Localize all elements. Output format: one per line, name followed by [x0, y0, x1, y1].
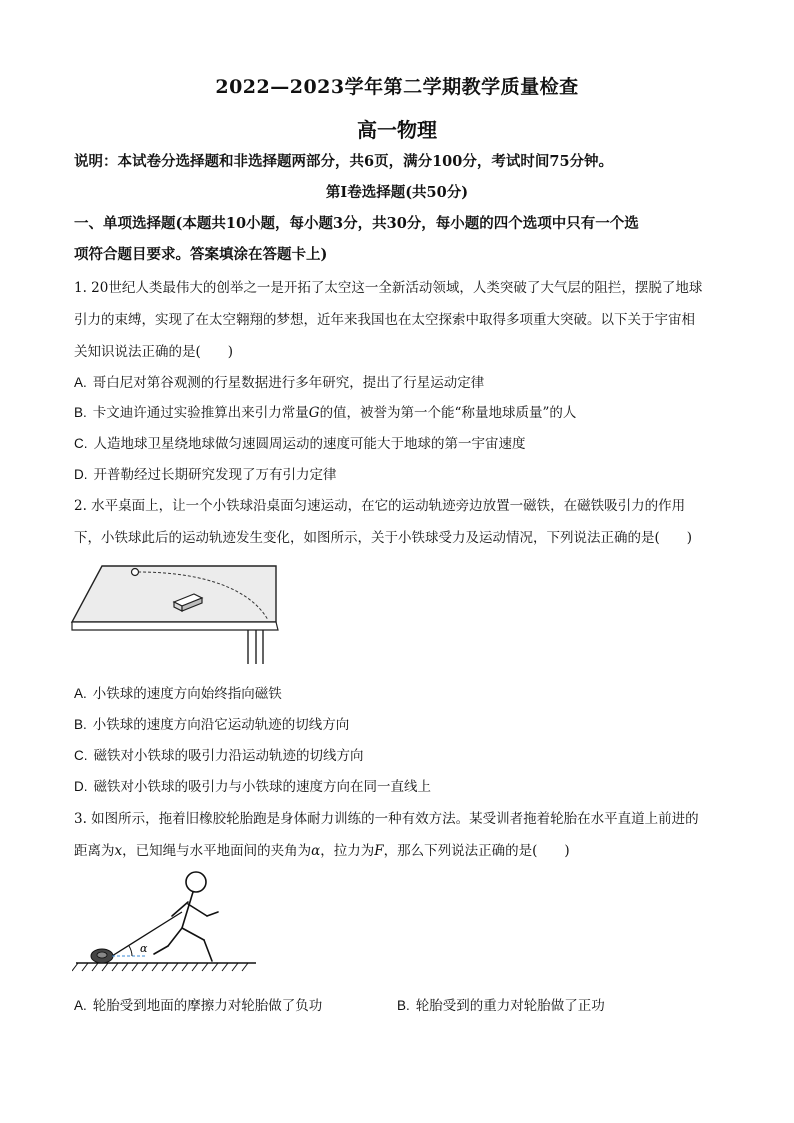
q1-option-c[interactable]: [74, 432, 526, 452]
option-text: 小铁球的速度方向沿它运动轨迹的切线方向: [92, 717, 350, 733]
q2-option-d[interactable]: [74, 775, 431, 795]
option-key: B.: [397, 998, 410, 1013]
stem-text: 距离为: [74, 843, 115, 859]
subject-title: 高一物理: [357, 118, 437, 142]
option-text: 轮胎受到地面的摩擦力对轮胎做了负功: [92, 998, 323, 1014]
option-key: A.: [74, 686, 87, 701]
stem-variable: F: [374, 843, 384, 859]
q1-option-b[interactable]: [74, 401, 576, 421]
q2-option-a[interactable]: [74, 682, 282, 702]
q1-option-a[interactable]: [74, 371, 484, 391]
option-key: A.: [74, 375, 87, 390]
q3-stem-line1: 3. 如图所示，拖着旧橡胶轮胎跑是身体耐力训练的一种有效方法。某受训者拖着轮胎在水平直道上前进的: [74, 811, 699, 827]
option-key: D.: [74, 779, 88, 794]
option-key: D.: [74, 467, 88, 482]
stem-variable: α: [311, 843, 321, 859]
exam-title: 2022—2023学年第二学期教学质量检查: [215, 76, 579, 98]
part-heading-line2: 项符合题目要求。答案填涂在答题卡上): [74, 246, 328, 263]
tire-icon: [91, 949, 113, 963]
runner-icon: [154, 872, 218, 961]
q3-stem-line2: [74, 839, 734, 859]
option-key: C.: [74, 748, 88, 763]
angle-arc: [129, 946, 132, 956]
option-text: 哥白尼对第谷观测的行星数据进行多年研究，提出了行星运动定律: [92, 375, 485, 391]
q2-stem-line2: 下，小铁球此后的运动轨迹发生变化，如图所示，关于小铁球受力及运动情况，下列说法正确的是( ): [74, 530, 693, 546]
option-key: B.: [74, 405, 87, 420]
q2-stem-line1: 2. 水平桌面上，让一个小铁球沿桌面匀速运动，在它的运动轨迹旁边放置一磁铁，在磁铁吸引力的作用: [74, 498, 686, 514]
angle-label: α: [140, 942, 148, 955]
stem-text: ，已知绳与水平地面间的夹角为: [122, 843, 312, 859]
option-text: 磁铁对小铁球的吸引力沿运动轨迹的切线方向: [93, 748, 364, 764]
section-heading: 第Ⅰ卷选择题(共50分): [325, 184, 469, 201]
option-text: 卡文迪许通过实验推算出来引力常量: [92, 405, 309, 421]
option-key: C.: [74, 436, 88, 451]
q2-option-b[interactable]: [74, 713, 349, 733]
stem-text: ，拉力为: [320, 843, 375, 859]
iron-ball-icon: [132, 569, 139, 576]
q1-option-d[interactable]: [74, 463, 337, 483]
q1-stem-line1: 1. 20世纪人类最伟大的创举之一是开拓了太空这一全新活动领域，人类突破了大气层的阻拦，摆脱了地球: [74, 280, 703, 296]
part-heading-line1: 一、单项选择题(本题共10小题，每小题3分，共30分，每小题的四个选项中只有一个选: [74, 215, 639, 232]
option-text: 开普勒经过长期研究发现了万有引力定律: [93, 467, 337, 483]
option-text: 磁铁对小铁球的吸引力与小铁球的速度方向在同一直线上: [93, 779, 431, 795]
q2-option-c[interactable]: [74, 744, 364, 764]
q1-stem-line3: 关知识说法正确的是( ): [74, 344, 234, 360]
option-text: 轮胎受到的重力对轮胎做了正功: [415, 998, 605, 1014]
option-variable: G: [308, 405, 320, 421]
q3-option-b[interactable]: [397, 994, 605, 1014]
option-key: B.: [74, 717, 87, 732]
q3-option-a[interactable]: [74, 994, 322, 1014]
stem-variable: x: [114, 843, 123, 859]
table-magnet-figure: [66, 560, 286, 670]
option-key: A.: [74, 998, 87, 1013]
q1-stem-line2: 引力的束缚，实现了在太空翱翔的梦想，近年来我国也在太空探索中取得多项重大突破。以下关于宇宙相: [74, 312, 695, 328]
exam-instructions: 说明：本试卷分选择题和非选择题两部分，共6页，满分100分，考试时间75分钟。: [74, 153, 614, 170]
option-text: 的值，被誉为第一个能“称量地球质量”的人: [319, 405, 577, 421]
table-top: [72, 566, 276, 622]
option-text: 小铁球的速度方向始终指向磁铁: [92, 686, 282, 702]
option-text: 人造地球卫星绕地球做匀速圆周运动的速度可能大于地球的第一宇宙速度: [93, 436, 526, 452]
stem-text: ，那么下列说法正确的是( ): [383, 843, 570, 859]
tire-runner-figure: [72, 866, 262, 976]
ground-hatch: [72, 963, 248, 971]
table-edge: [72, 622, 278, 630]
